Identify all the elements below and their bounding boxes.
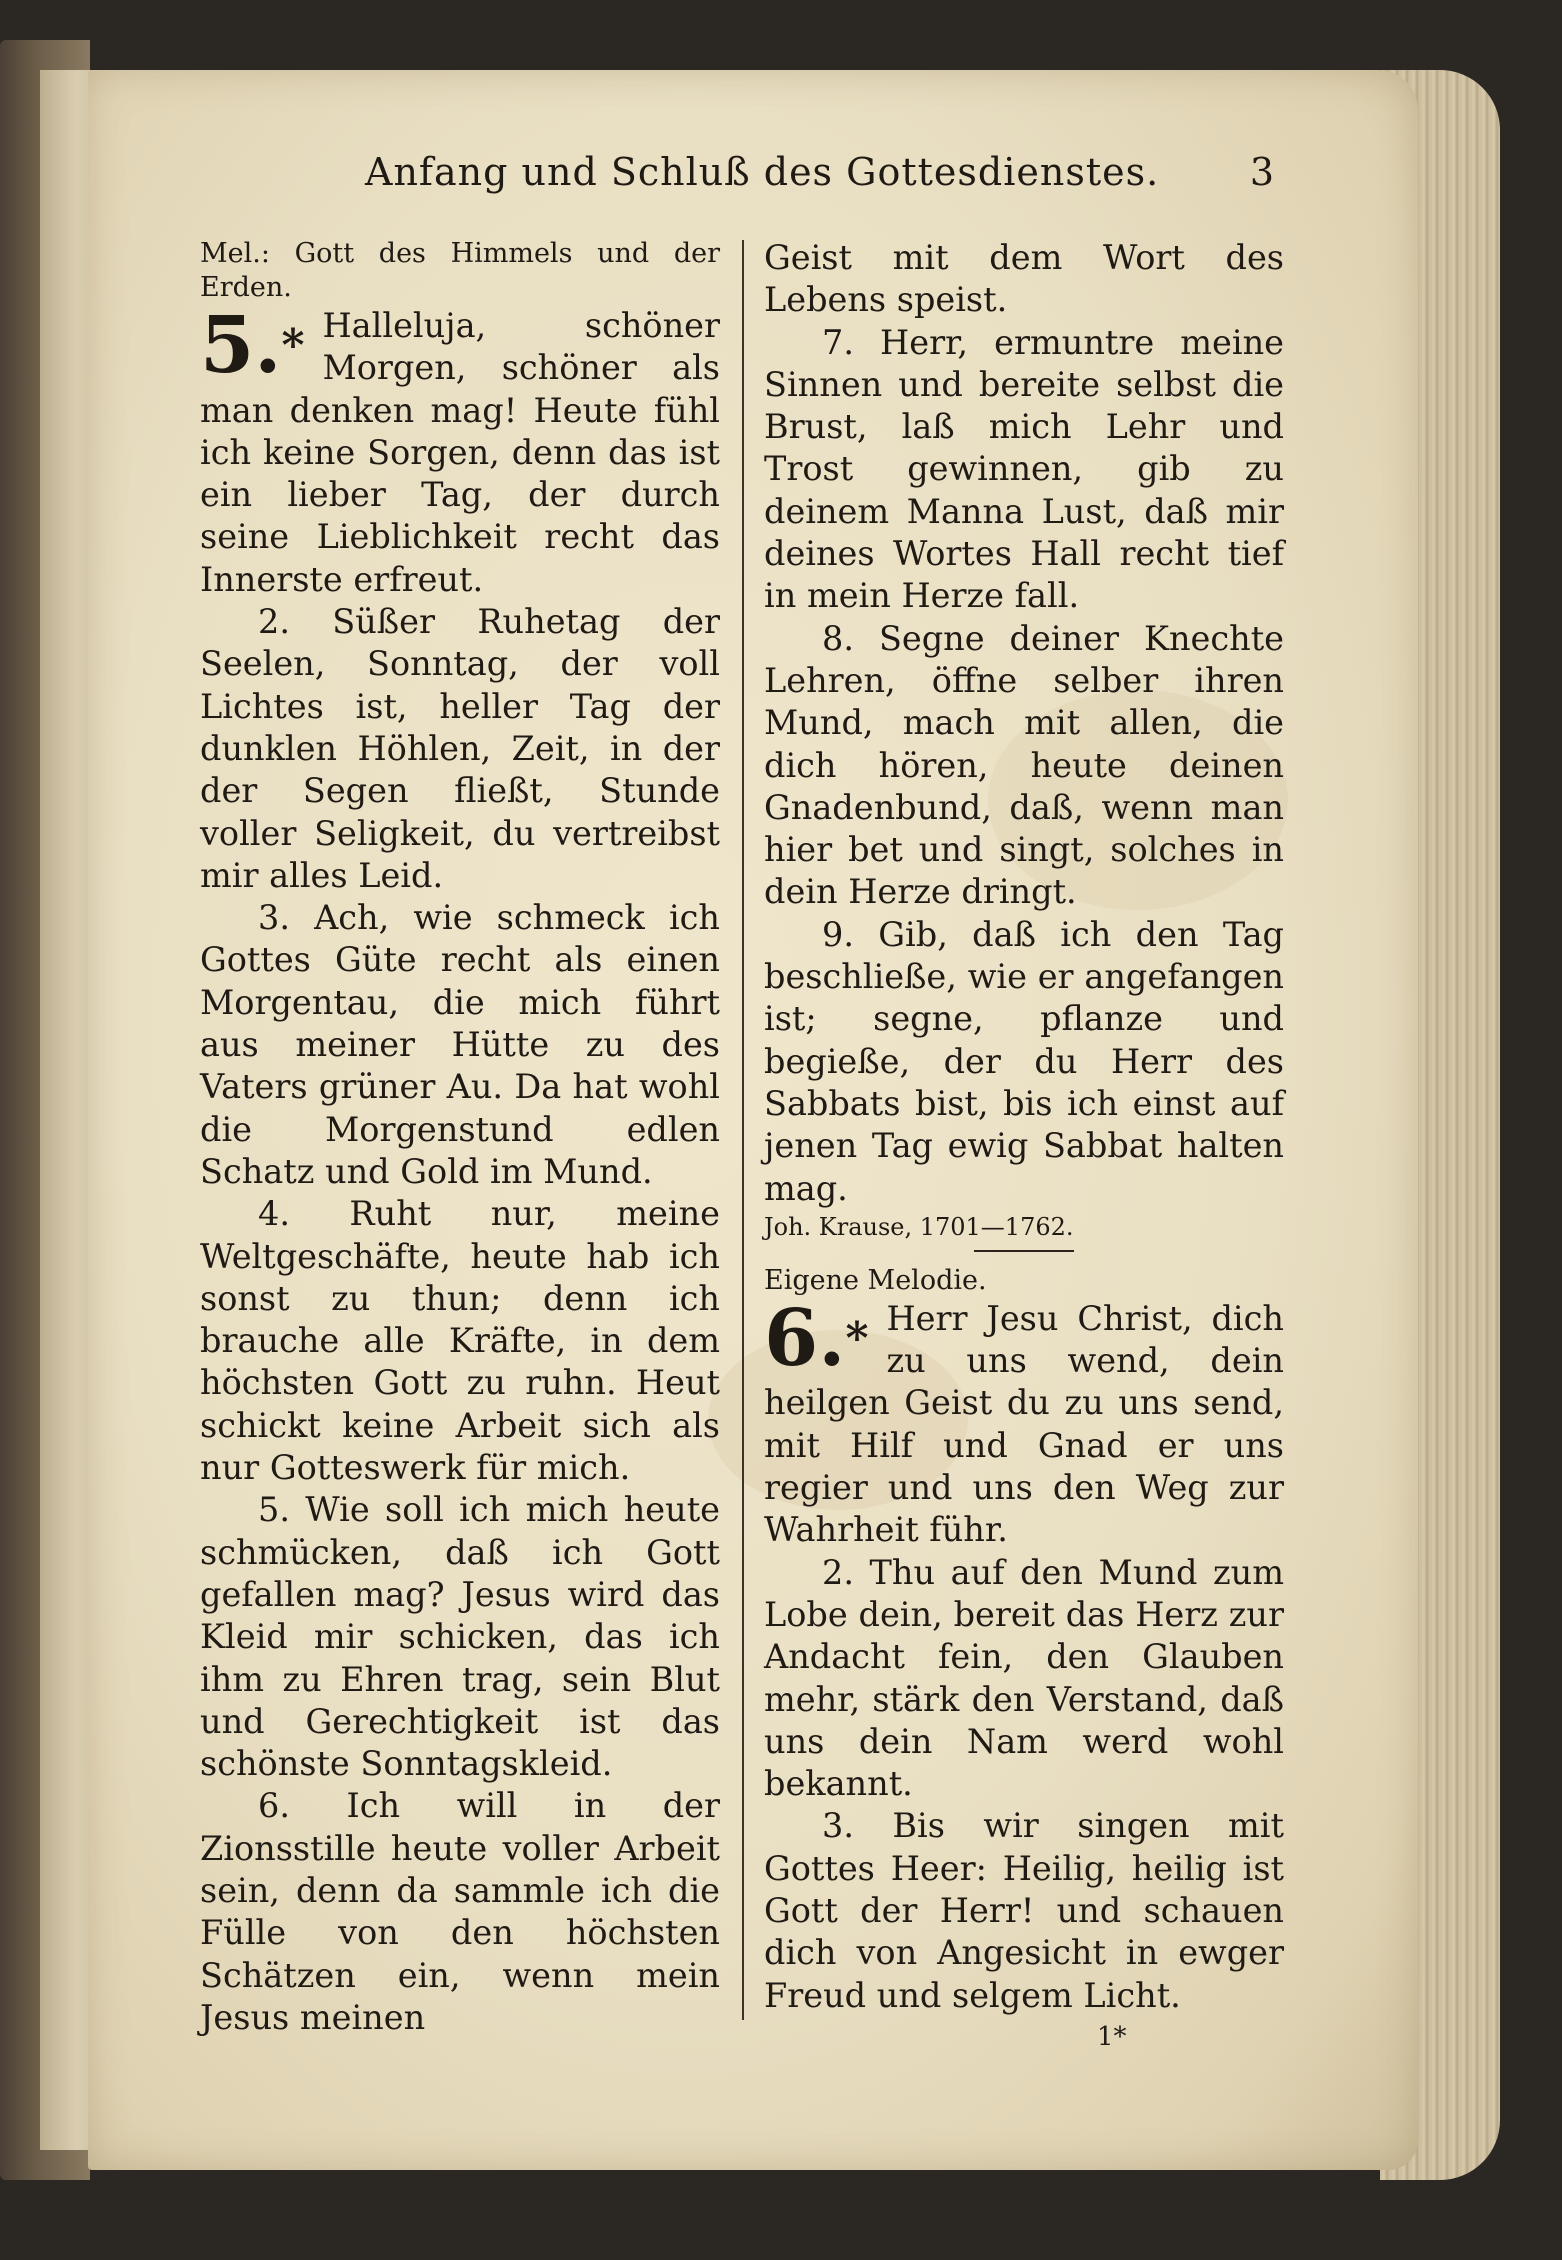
left-column	[200, 237, 720, 2039]
running-header	[365, 150, 1275, 210]
hymn-6	[764, 1292, 1284, 1552]
right-column	[764, 237, 1284, 2017]
verse-1: Halleluja, schöner Morgen, schöner als man denken mag! Heute fühl ich keine Sorgen, denn das ist ein lieber Tag, der durch seine Lieblichkeit recht das Innerste erfreut.	[200, 306, 720, 599]
author-attribution: Joh. Krause, 1701—1762.	[764, 1212, 1074, 1241]
hymn-number-text: 6.	[764, 1292, 846, 1384]
verse-5: 5. Wie soll ich mich heute schmücken, daß ich Gott gefallen mag? Jesus wird das Kleid mir schicken, das ich ihm zu Ehren trag, sein Blut und Gerechtigkeit ist das schönste Sonntagskleid.	[200, 1490, 720, 1784]
melody-note: Mel.: Gott des Himmels und der Erden.	[200, 238, 720, 303]
verse-3: 3. Ach, wie schmeck ich Gottes Güte recht als einen Morgentau, die mich führt aus meiner Hütte zu des Vaters grüner Au. Da hat wohl die Morgenstund edlen Schatz und Gold im Mund.	[200, 898, 720, 1191]
verse-6-start: 6. Ich will in der Zionsstille heute voller Arbeit sein, denn da sammle ich die Fülle von den höchsten Schätzen ein, wenn mein Jesus meinen	[200, 1786, 720, 2037]
signature-mark: 1*	[1097, 2022, 1127, 2052]
verse-2: 2. Thu auf den Mund zum Lobe dein, bereit das Herz zur Andacht fein, den Glauben mehr, stärk den Verstand, daß uns dein Nam werd wohl bekannt.	[764, 1552, 1284, 1804]
verse-1: Herr Jesu Christ, dich zu uns wend, dein heilgen Geist du zu uns send, mit Hilf und Gnad er uns regier und uns den Weg zur Wahrheit führ.	[764, 1298, 1284, 1550]
column-divider	[742, 240, 744, 2020]
verse-4: 4. Ruht nur, meine Weltgeschäfte, heute hab ich sonst zu thun; denn ich brauche alle Kräfte, in dem höchsten Gott zu ruhn. Heut schickt keine Arbeit sich als nur Gotteswerk für mich.	[200, 1194, 720, 1488]
hymn-number	[200, 300, 305, 391]
page-number: 3	[1249, 150, 1275, 194]
hymn-star-mark: *	[845, 1312, 869, 1364]
page-title: Anfang und Schluß des Gottesdienstes.	[365, 150, 1160, 194]
hymn-5	[200, 300, 720, 601]
verse-9: 9. Gib, daß ich den Tag beschließe, wie er angefangen ist; segne, pflanze und begieße, der du Herr des Sabbats bist, bis ich einst auf jenen Tag ewig Sabbat halten mag.	[764, 914, 1284, 1208]
hymn-number	[764, 1292, 869, 1384]
verse-7: 7. Herr, ermuntre meine Sinnen und bereite selbst die Brust, laß mich Lehr und Trost gewinnen, gib zu deinem Manna Lust, daß mir deines Wortes Hall recht tief in mein Herze fall.	[764, 322, 1284, 616]
hymn-number-text: 5.	[200, 300, 282, 391]
section-rule	[974, 1250, 1074, 1252]
verse-2: 2. Süßer Ruhetag der Seelen, Sonntag, der voll Lichtes ist, heller Tag der dunklen Höhlen, Zeit, in der der Segen fließt, Stunde voller Seligkeit, du vertreibst mir alles Leid.	[200, 602, 720, 895]
hymn-star-mark: *	[281, 320, 305, 371]
melody-note: Eigene Melodie.	[764, 1264, 987, 1296]
verse-6-end: Geist mit dem Wort des Lebens speist.	[764, 238, 1284, 320]
verse-3: 3. Bis wir singen mit Gottes Heer: Heilig, heilig ist Gott der Herr! und schauen dich von Angesicht in ewger Freud und selgem Licht.	[764, 1806, 1284, 2015]
verse-8: 8. Segne deiner Knechte Lehren, öffne selber ihren Mund, mach mit allen, die dich hören, heute deinen Gnadenbund, daß, wenn man hier bet und singt, solches in dein Herze dringt.	[764, 618, 1284, 912]
